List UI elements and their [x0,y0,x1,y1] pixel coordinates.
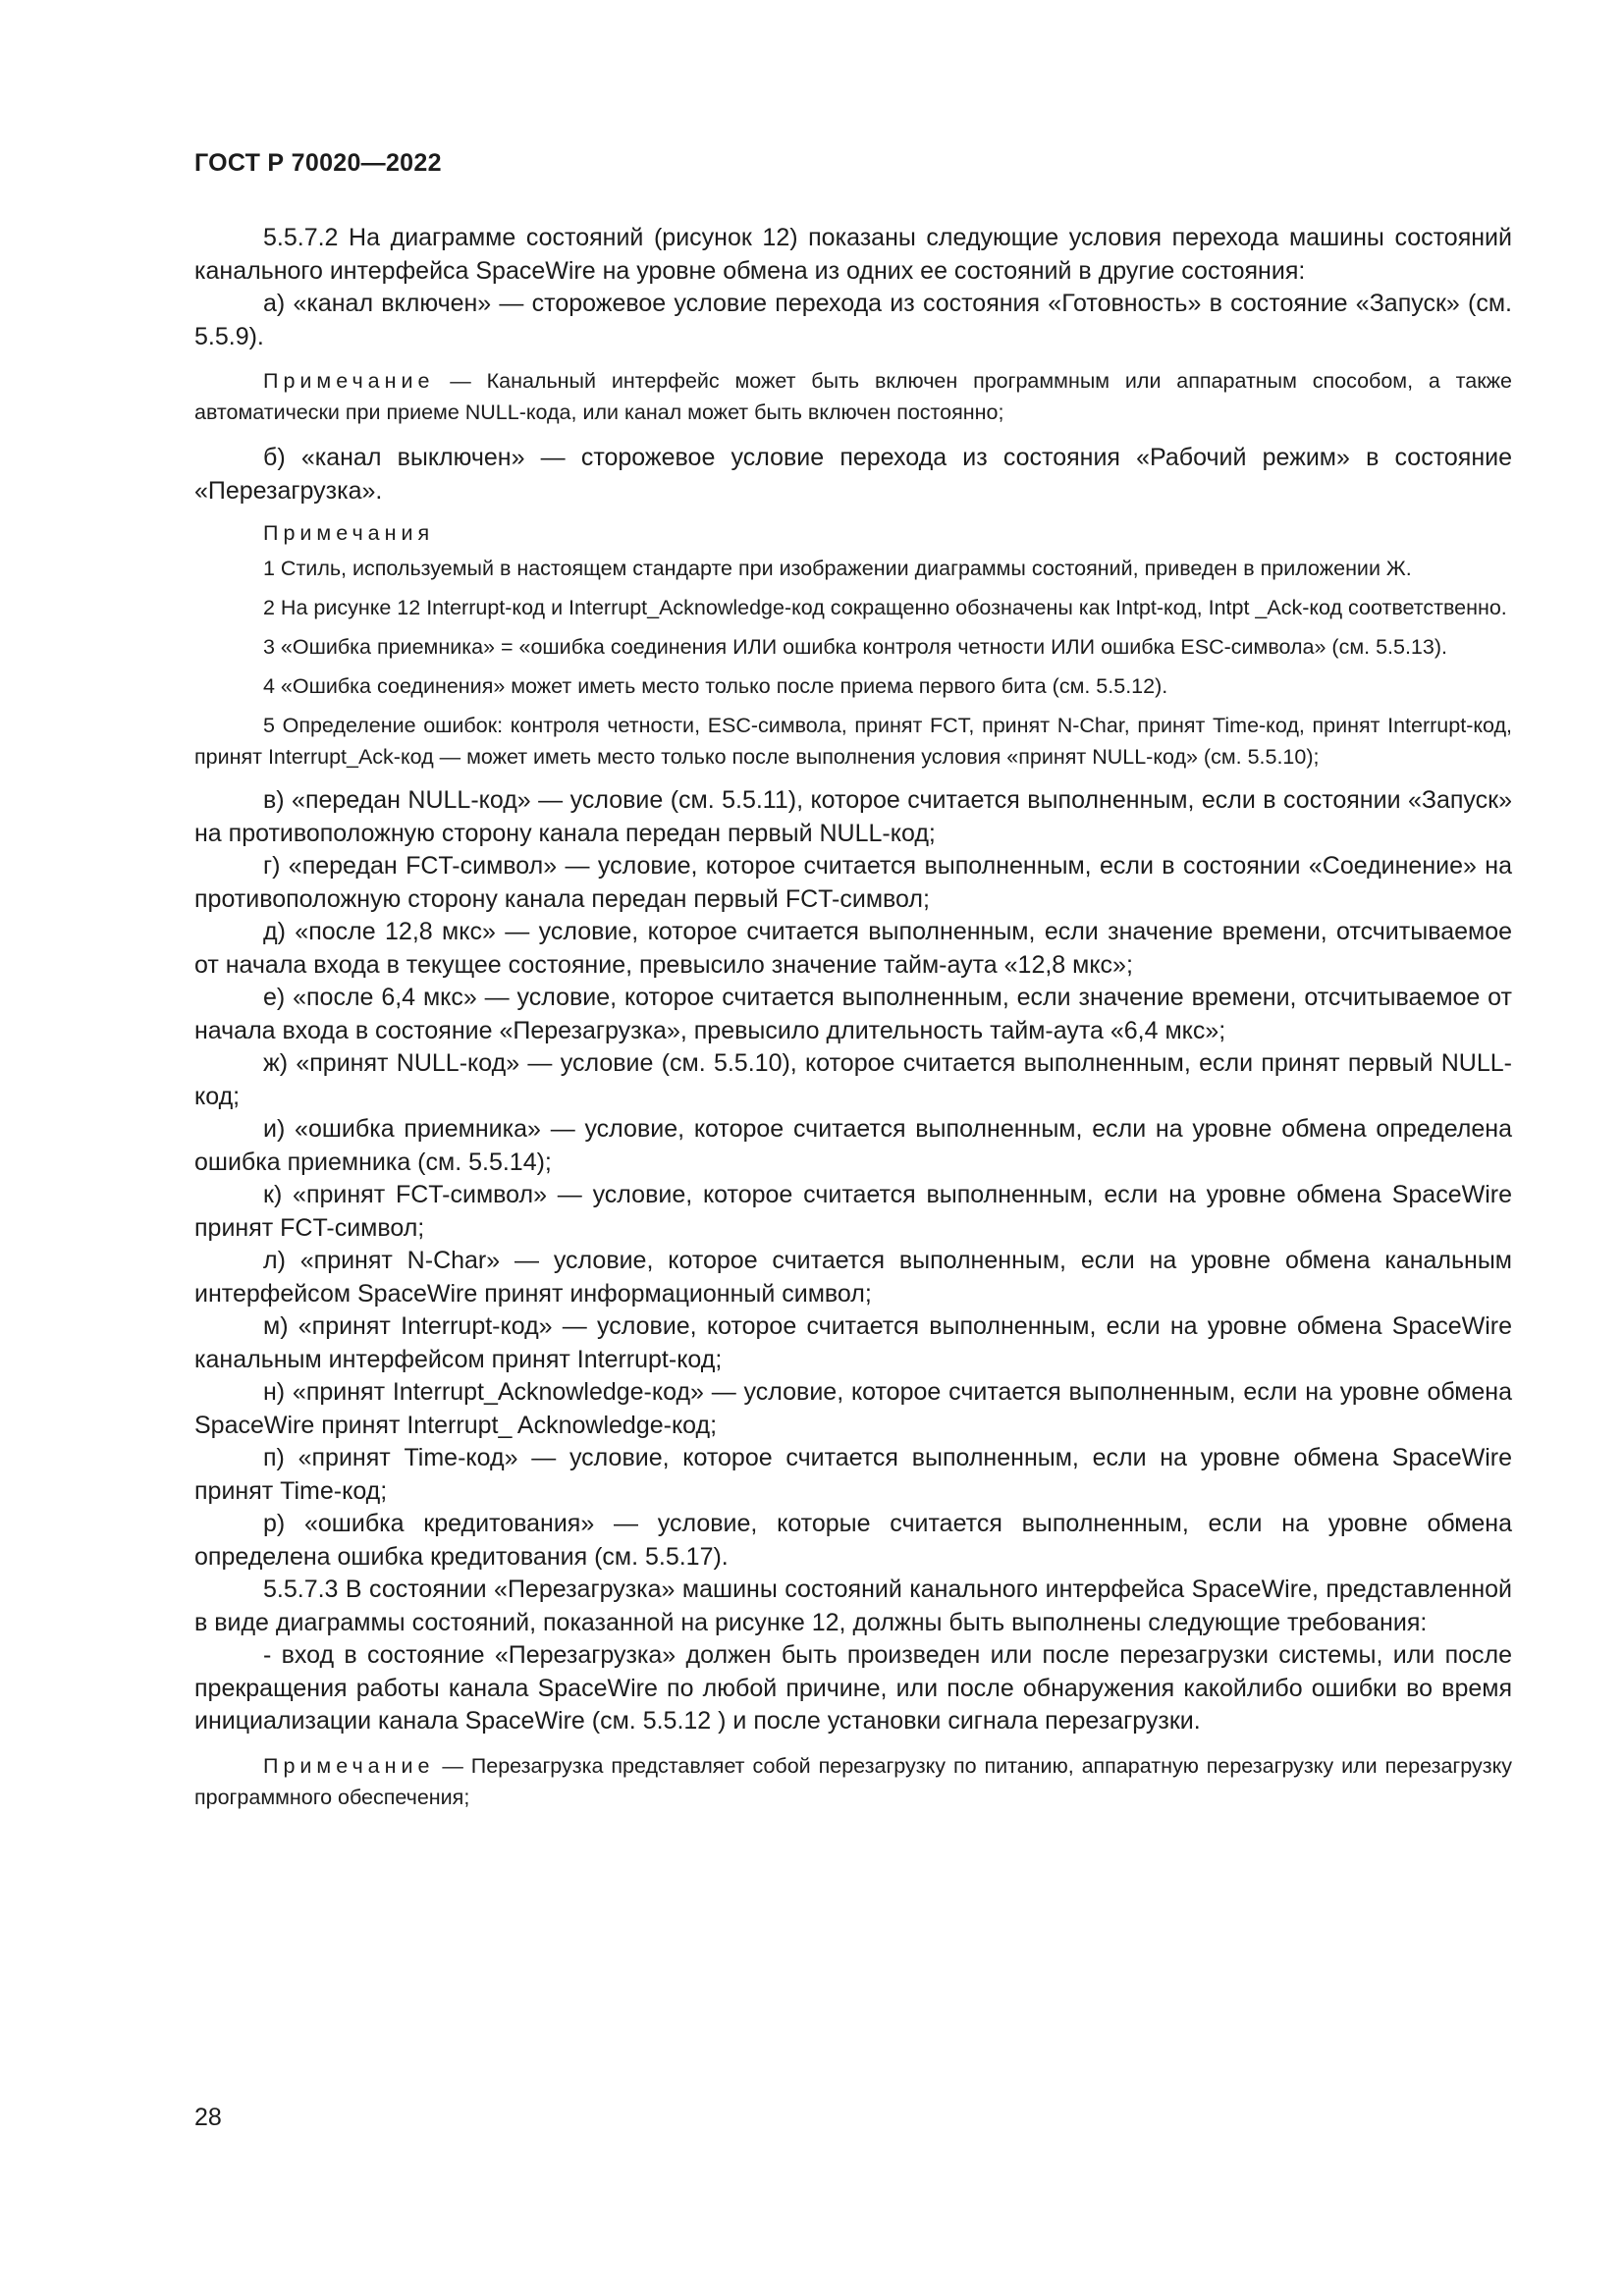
list-item-v: в) «передан NULL-код» — условие (см. 5.5.11), которое считается выполненным, если в состоянии «Запуск» на противоположную сторону канала передан первый NULL-код; [194,786,1512,847]
note-1: 1 Стиль, используемый в настоящем стандарте при изображении диаграммы состояний, приведен в приложении Ж. [263,557,1412,580]
list-item-n: н) «принят Interrupt_Acknowledge-код» — условие, которое считается выполненным, если на уровне обмена SpaceWire принят Interrupt_ Acknowledge-код; [194,1378,1512,1439]
note-2: 2 На рисунке 12 Interrupt-код и Interrupt_Acknowledge-код сокращенно обозначены как Intpt-код, Intpt _Ack-код соответственно. [263,596,1507,619]
note-4: 4 «Ошибка соединения» может иметь место только после приема первого бита (см. 5.5.12). [263,674,1168,698]
list-item-d: д) «после 12,8 мкс» — условие, которое считается выполненным, если значение времени, отсчитываемое от начала входа в текущее состояние, превысило значение тайм-аута «12,8 мкс»; [194,918,1512,979]
note-final [194,1750,1512,1813]
document-body [194,222,1512,1827]
list-item-l: л) «принят N-Char» — условие, которое считается выполненным, если на уровне обмена канальным интерфейсом SpaceWire принят информационный символ; [194,1247,1512,1308]
list-item-e: е) «после 6,4 мкс» — условие, которое считается выполненным, если значение времени, отсчитываемое от начала входа в состояние «Перезагрузка», превысило длительность тайм-аута «6,4 мкс»; [194,984,1512,1044]
document-header: ГОСТ Р 70020—2022 [194,149,442,177]
note-3: 3 «Ошибка приемника» = «ошибка соединения ИЛИ ошибка контроля четности ИЛИ ошибка ESC-символа» (см. 5.5.13). [263,635,1447,659]
list-item-m: м) «принят Interrupt-код» — условие, которое считается выполненным, если на уровне обмена SpaceWire канальным интерфейсом принят Interrupt-код; [194,1312,1512,1373]
note-final-text: — Перезагрузка представляет собой перезагрузку по питанию, аппаратную перезагрузку или перезагрузку программного обеспечения; [194,1753,1512,1809]
list-item-zh: ж) «принят NULL-код» — условие (см. 5.5.10), которое считается выполненным, если принят первый NULL-код; [194,1049,1512,1110]
list-item-k: к) «принят FCT-символ» — условие, которое считается выполненным, если на уровне обмена SpaceWire принят FCT-символ; [194,1181,1512,1242]
note-a-label: Примечание [263,369,435,393]
notes-title-text: Примечания [263,521,435,545]
list-item-i: и) «ошибка приемника» — условие, которое считается выполненным, если на уровне обмена определена ошибка приемника (см. 5.5.14); [194,1115,1512,1176]
list-item-p: п) «принят Time-код» — условие, которое считается выполненным, если на уровне обмена SpaceWire принят Time-код; [194,1444,1512,1505]
list-item-a: а) «канал включен» — сторожевое условие перехода из состояния «Готовность» в состояние «Запуск» (см. 5.5.9). [194,290,1512,350]
note-5: 5 Определение ошибок: контроля четности, ESC-символа, принят FCT, принят N-Char, принят Time-код, принят Interrupt-код, принят Interrupt_Ack-код — может иметь место только после выполнения условия «принят NULL-код» (см. 5.5.10); [194,714,1512,769]
list-item-g: г) «передан FCT-символ» — условие, которое считается выполненным, если в состоянии «Соединение» на противоположную сторону канала передан первый FCT-символ; [194,852,1512,913]
note-a [194,365,1512,428]
page-number: 28 [194,2104,222,2131]
paragraph-5573: 5.5.7.3 В состоянии «Перезагрузка» машины состояний канального интерфейса SpaceWire, представленной в виде диаграммы состояний, показанной на рисунке 12, должны быть выполнены следующие требования: [194,1575,1512,1636]
note-final-label: Примечание [263,1753,435,1778]
paragraph-5573-requirement: - вход в состояние «Перезагрузка» должен быть произведен или после перезагрузки системы, или после прекращения работы канала SpaceWire по любой причине, или после обнаружения какойлибо ошибки во время инициализации канала SpaceWire (см. 5.5.12 ) и после установки сигнала перезагрузки. [194,1641,1512,1735]
notes-title [194,517,1512,549]
note-a-text: — Канальный интерфейс может быть включен программным или аппаратным способом, а также автоматически при приеме NULL-кода, или канал может быть включен постоянно; [194,369,1512,424]
list-item-b: б) «канал выключен» — сторожевое условие перехода из состояния «Рабочий режим» в состояние «Перезагрузка». [194,444,1512,505]
paragraph-5572-intro: 5.5.7.2 На диаграмме состояний (рисунок 12) показаны следующие условия перехода машины состояний канального интерфейса SpaceWire на уровне обмена из одних ее состояний в другие состояния: [194,224,1512,285]
list-item-r: р) «ошибка кредитования» — условие, которые считается выполненным, если на уровне обмена определена ошибка кредитования (см. 5.5.17). [194,1510,1512,1571]
